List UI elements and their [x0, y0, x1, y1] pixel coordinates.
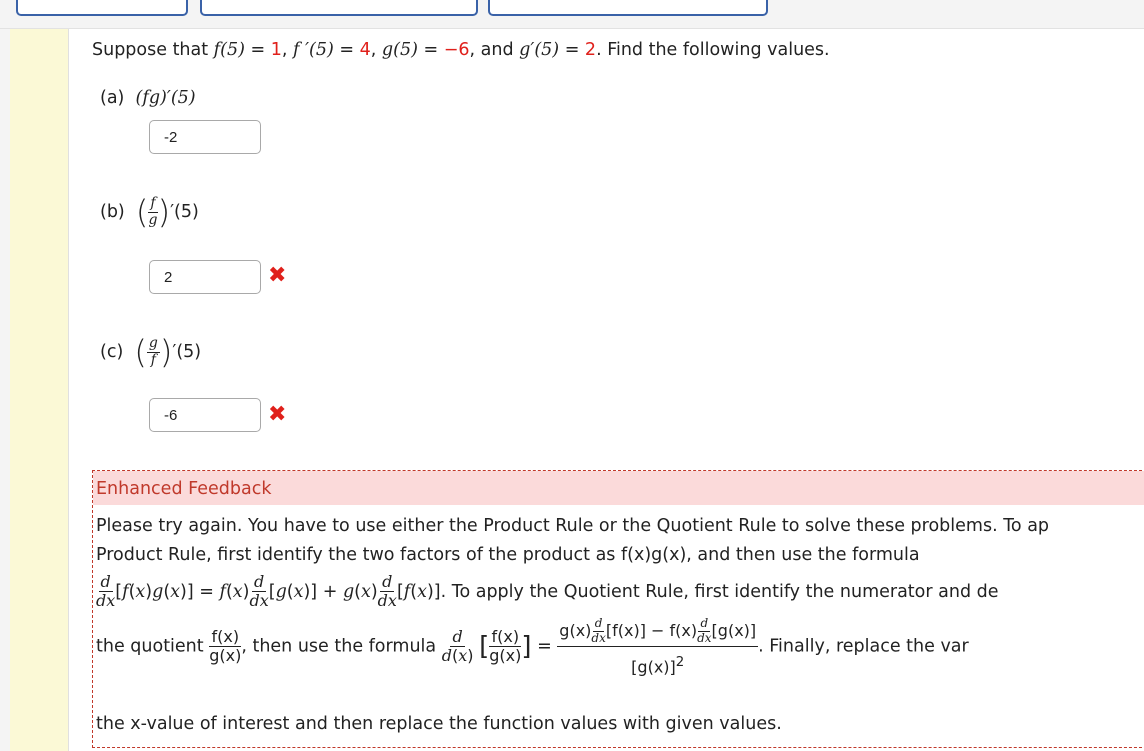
- question-sidebar: [10, 29, 68, 751]
- part-b-label: (b) ( $\frac{f}{g}$ )′(5): [100, 193, 199, 231]
- feedback-title: Enhanced Feedback: [93, 471, 1144, 505]
- toolbar-tab-1[interactable]: [16, 0, 188, 16]
- part-b-expression: ( $\frac{f}{g}$ )′(5): [135, 193, 199, 231]
- toolbar-tab-3[interactable]: [488, 0, 768, 16]
- part-a-label: (a) (fg)′(5): [100, 88, 196, 108]
- part-b-incorrect-icon: ✖: [268, 263, 287, 288]
- part-c-label: (c) ( $\frac{g}{f}$ )′(5): [100, 333, 202, 371]
- part-c-expression: ( $\frac{g}{f}$ )′(5): [134, 333, 202, 371]
- toolbar-tab-2[interactable]: [200, 0, 478, 16]
- left-margin: [0, 29, 10, 751]
- part-c-incorrect-icon: ✖: [268, 402, 287, 427]
- enhanced-feedback-box: [92, 470, 1144, 748]
- feedback-line-2: Product Rule, first identify the two factors of the product as f(x)g(x), and then use the formula: [96, 545, 920, 565]
- feedback-line-5: the x-value of interest and then replace the function values with given values.: [96, 714, 782, 734]
- feedback-product-rule: $\frac{d}{dx}$ [f(x)g(x)] = f(x) $\frac{d}{dx}$ [g(x)] + g(x) $\frac{d}{dx}$ [f(x)]. To apply the Quotient Rule, first identify the numerator and de: [96, 572, 999, 611]
- part-a-expression: (fg)′(5): [135, 88, 196, 108]
- question-text: Suppose that f(5) = 1, f ′(5) = 4, g(5) = −6, and g′(5) = 2. Find the following values.: [92, 40, 830, 60]
- feedback-quotient-rule: the quotient $\frac{f(x)}{g(x)}$ , then use the formula $\frac{d}{d(x)}$ [ $\frac{f(x)}{g(x)}$ ] = g(x) $\frac{d}{dx}$ [f(x)] − f(x) $\frac{d}{dx}$ [g(x)] $[g(x)]^2$ . Finally, replace the var: [96, 616, 969, 676]
- top-toolbar: [0, 0, 1144, 29]
- part-c-answer-input[interactable]: -6: [149, 398, 261, 432]
- feedback-line-1: Please try again. You have to use either the Product Rule or the Quotient Rule to solve these problems. To ap: [96, 516, 1050, 536]
- part-b-answer-input[interactable]: 2: [149, 260, 261, 294]
- part-a-answer-input[interactable]: -2: [149, 120, 261, 154]
